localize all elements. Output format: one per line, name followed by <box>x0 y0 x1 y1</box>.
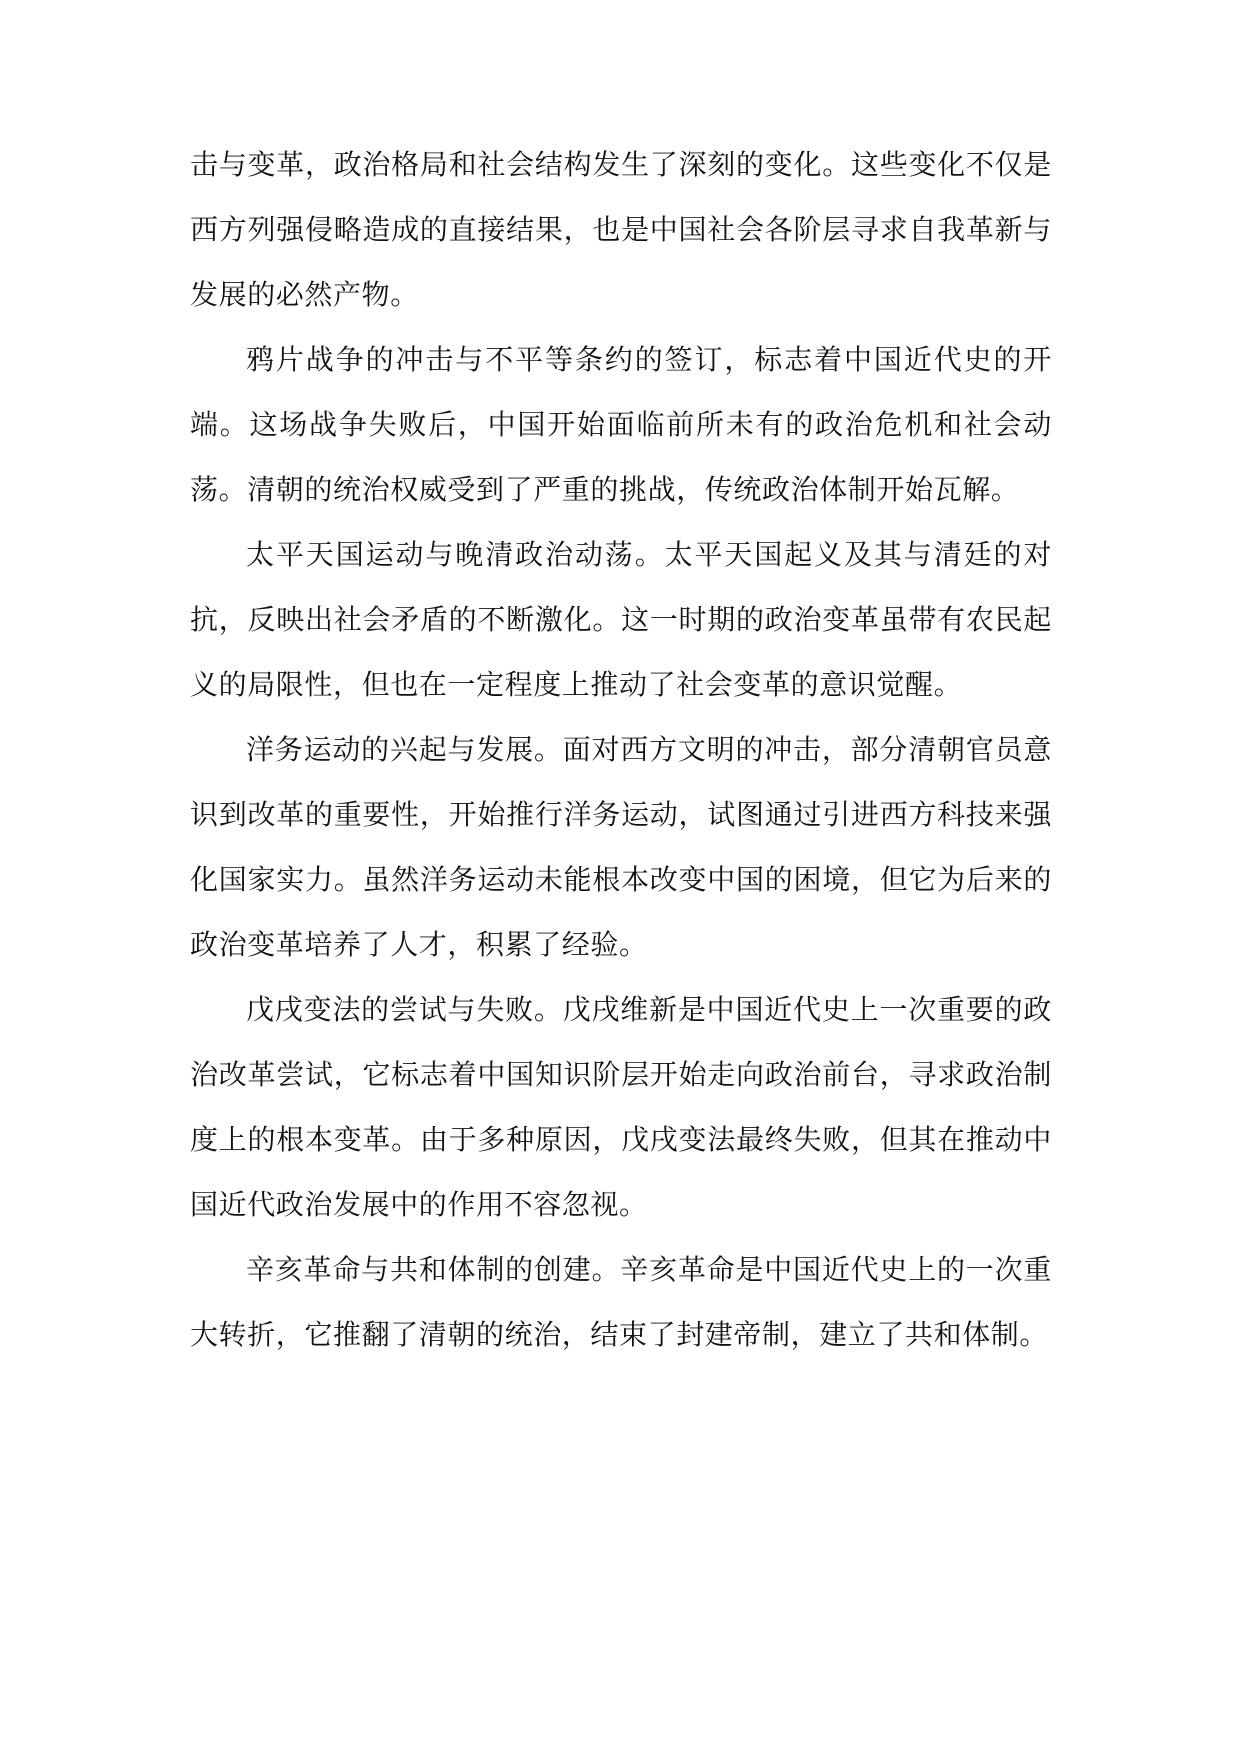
paragraph-2: 鸦片战争的冲击与不平等条约的签订，标志着中国近代史的开端。这场战争失败后，中国开始面临前所未有的政治危机和社会动荡。清朝的统治权威受到了严重的挑战，传统政治体制开始瓦解。 <box>190 343 1052 506</box>
paragraph-1: 击与变革，政治格局和社会结构发生了深刻的变化。这些变化不仅是西方列强侵略造成的直接结果，也是中国社会各阶层寻求自我革新与发展的必然产物。 <box>190 148 1052 311</box>
paragraph-3: 太平天国运动与晚清政治动荡。太平天国起义及其与清廷的对抗，反映出社会矛盾的不断激化。这一时期的政治变革虽带有农民起义的局限性，但也在一定程度上推动了社会变革的意识觉醒。 <box>190 538 1052 701</box>
paragraph-5: 戊戌变法的尝试与失败。戊戌维新是中国近代史上一次重要的政治改革尝试，它标志着中国知识阶层开始走向政治前台，寻求政治制度上的根本变革。由于多种原因，戊戌变法最终失败，但其在推动中国近代政治发展中的作用不容忽视。 <box>190 993 1052 1221</box>
body-text <box>190 132 1052 1367</box>
paragraph-4: 洋务运动的兴起与发展。面对西方文明的冲击，部分清朝官员意识到改革的重要性，开始推行洋务运动，试图通过引进西方科技来强化国家实力。虽然洋务运动未能根本改变中国的困境，但它为后来的政治变革培养了人才，积累了经验。 <box>190 733 1052 961</box>
paragraph-6: 辛亥革命与共和体制的创建。辛亥革命是中国近代史上的一次重大转折，它推翻了清朝的统治，结束了封建帝制，建立了共和体制。 <box>190 1253 1052 1351</box>
